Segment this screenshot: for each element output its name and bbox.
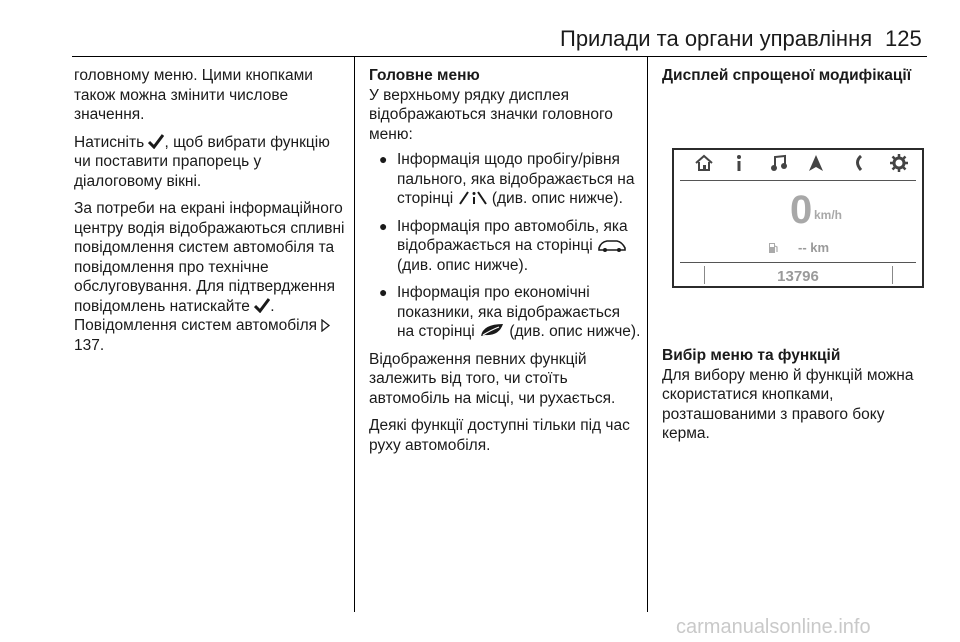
column-divider-2 (647, 56, 648, 612)
speed-value: 0 (790, 188, 813, 232)
paragraph: У верхньому рядку дисплея відображаються значки головного меню: (369, 86, 613, 143)
display-divider (680, 262, 916, 263)
column-divider-1 (354, 56, 355, 612)
info-icon (734, 154, 744, 172)
settings-gear-icon (890, 154, 908, 172)
list-item: ● Інформація щодо пробігу/рівня пального, яка відображається на сторінці (див. опис нижче). (379, 151, 635, 207)
paragraph: Деякі функції доступні тільки під час руху автомобіля. (369, 417, 630, 454)
page-reference-icon (321, 319, 331, 332)
eco-leaf-icon (479, 322, 505, 338)
paragraph: Натисніть , щоб вибрати функцію чи поставити прапорець у діалоговому вікні. (74, 133, 330, 190)
paragraph: За потреби на екрані інформаційного центру водія відображаються спливні повідомлення систем автомобіля та повідомлення про технічне обслуговування. Для підтвердження повідомлень натискайте . Повідомлення систем автомобіля 137. (74, 200, 345, 354)
page-header-title: Прилади та органи управління (560, 26, 873, 51)
home-icon (694, 154, 714, 172)
checkmark-icon (254, 297, 270, 313)
column-3-lower (662, 346, 930, 452)
section-heading: Дисплей спрощеної модифікації (662, 67, 912, 84)
checkmark-icon (148, 133, 164, 149)
bullet-icon: ● (379, 151, 388, 167)
speed-unit: km/h (814, 208, 843, 222)
column-1 (74, 66, 346, 363)
trip-fuel-icon (458, 191, 488, 205)
column-3 (662, 66, 928, 86)
section-heading: Головне меню (369, 67, 480, 84)
paragraph: Відображення певних функцій залежить від того, чи стоїть автомобіль на місці, чи рухається. (369, 350, 616, 407)
navigation-arrow-icon (808, 154, 824, 172)
header-divider (72, 56, 927, 57)
page-number: 125 (885, 26, 922, 51)
list-item: ● Інформація про автомобіль, яка відображається на сторінці (див. опис нижче). (379, 217, 628, 274)
section-heading: Вибір меню та функцій (662, 347, 841, 364)
paragraph: головному меню. Цими кнопками також можна змінити числове значення. (74, 67, 313, 123)
display-menu-bar (674, 150, 922, 178)
display-divider (680, 180, 916, 181)
watermark-url: carmanualsonline.info (676, 616, 871, 638)
phone-icon (852, 154, 864, 172)
page-reference[interactable]: 137. (74, 336, 105, 354)
bullet-icon: ● (379, 217, 388, 234)
bullet-list (369, 150, 641, 342)
odometer-value: 13796 (777, 268, 819, 285)
range-value: -- km (798, 240, 830, 255)
bullet-icon: ● (379, 284, 388, 300)
list-item: ● Інформація про економічні показники, яка відображається на сторінці (див. опис нижче). (379, 284, 641, 340)
car-info-icon (597, 238, 627, 252)
paragraph: Для вибору меню й функцій можна скористатися кнопками, розташованими з правого боку керма. (662, 366, 914, 442)
music-note-icon (770, 154, 788, 172)
column-2 (369, 66, 641, 463)
fuel-pump-icon (768, 242, 778, 254)
simplified-display-illustration (672, 148, 924, 288)
